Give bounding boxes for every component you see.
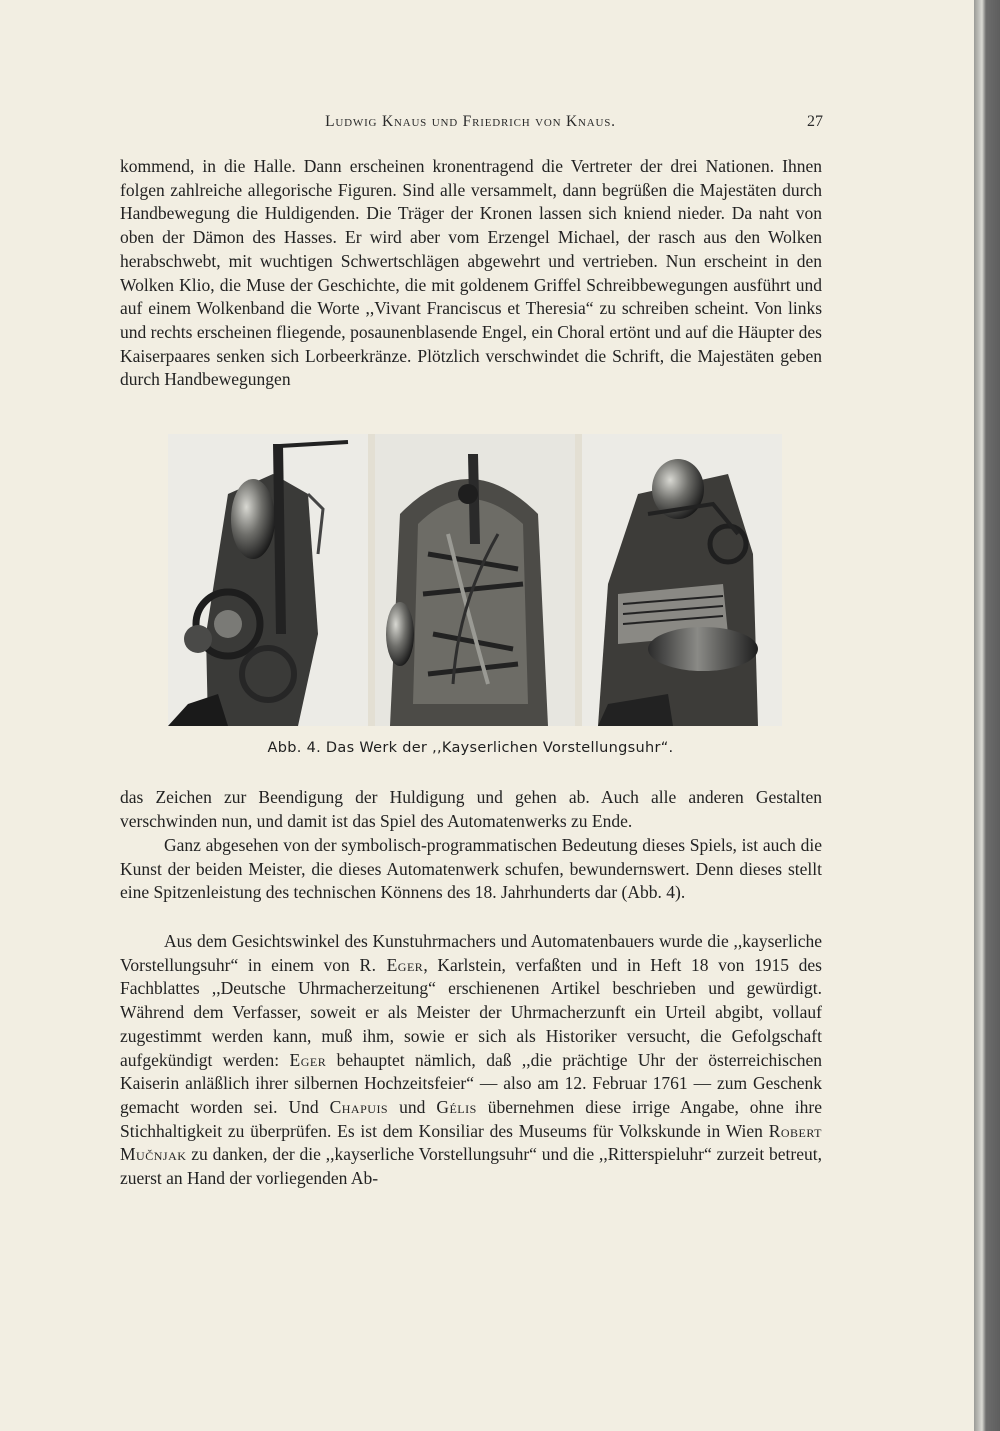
- paragraph-4-text-5: übernehmen diese irrige Angabe, ohne ihre Stichhaltigkeit zu überprüfen. Es ist dem Konsiliar des Museums für Volkskunde in Wien: [120, 1096, 823, 1141]
- paragraph-4-text-3: behauptet nämlich, daß ,,die prächtige Uhr der österreichischen Kaiserin anläßlich ihrer silbernen Hochzeitsfeier“ — also am 12. Februar 1761 — zum Geschenk gemacht worden sei. Und: [120, 1049, 822, 1117]
- paragraph-2: das Zeichen zur Beendigung der Huldigung und gehen ab. Auch alle anderen Gestalten verschwinden nun, und damit ist das Spiel des Automatenwerks zu Ende.: [120, 787, 822, 831]
- author-name-eger: R. Eger: [359, 954, 424, 975]
- page-edge: [974, 0, 1000, 1431]
- photo-center-mechanism: [375, 434, 575, 726]
- photo-right-mechanism: [582, 434, 782, 726]
- paragraph-4-text-6: zu danken, der die ,,kayserliche Vorstellungsuhr“ und die ,,Ritterspieluhr“ zurzeit betreut, zuerst an Hand der vorliegenden Ab-: [120, 1144, 822, 1189]
- author-name-eger-2: Eger: [289, 1049, 327, 1070]
- author-name-gelis: Gélis: [436, 1096, 477, 1117]
- paragraph-4-text-4: und: [388, 1096, 437, 1117]
- figure-clockwork-photos: [168, 434, 782, 726]
- paragraph-3: Ganz abgesehen von der symbolisch-programmatischen Bedeutung dieses Spiels, ist auch die Kunst der beiden Meister, die dieses Automatenwerk schufen, bewundernswert. Denn dieses stellt eine Spitzenleistung des technischen Könnens des 18. Jahrhunderts dar (Abb. 4).: [120, 835, 822, 903]
- paragraph-4: [120, 930, 822, 1191]
- paragraph-4-text-2: , Karlstein, verfaßten und in Heft 18 von 1915 des Fachblattes ,,Deutsche Uhrmacherzeitung“ erschienenen Artikel beschrieben und gewürdigt. Während dem Verfasser, soweit er als Meister der Uhrmacherzunft ein Urteil abgibt, vollauf zugestimmt werden kann, muß ihm, sowie er sich als Historiker versucht, die Gefolgschaft aufgekündigt werden:: [120, 954, 822, 1070]
- author-name-chapuis: Chapuis: [329, 1096, 389, 1117]
- photo-left-mechanism: [168, 434, 368, 726]
- figure-caption: Abb. 4. Das Werk der ,,Kayserlichen Vorstellungsuhr“.: [267, 740, 674, 756]
- paragraph-1: kommend, in die Halle. Dann erscheinen kronentragend die Vertreter der drei Nationen. Ihnen folgen zahlreiche allegorische Figuren. Sind alle versammelt, dann begrüßen die Majestäten durch Handbewegung die Huldigenden. Die Träger der Kronen lassen sich kniend nieder. Da naht von oben der Dämon des Hasses. Er wird aber vom Erzengel Michael, der rasch aus den Wolken herabschwebt, mit wuchtigen Schwertschlägen abgewehrt und vertrieben. Nun erscheint in den Wolken Klio, die Muse der Geschichte, die mit goldenem Griffel Schreibbewegungen ausführt und auf einem Wolkenband die Worte ,,Vivant Franciscus et Theresia“ zu schreiben scheint. Von links und rechts erscheinen fliegende, posaunenblasende Engel, ein Choral ertönt und auf die Häupter des Kaiserpaares senken sich Lorbeerkränze. Plötzlich verschwindet die Schrift, die Majestäten geben durch Handbewegungen: [120, 156, 822, 390]
- page-number: 27: [807, 113, 823, 130]
- paragraph-4-text-1: Aus dem Gesichtswinkel des Kunstuhrmachers und Automatenbauers wurde die ,,kayserliche Vorstellungsuhr“ in einem von: [120, 931, 822, 975]
- running-header: [118, 113, 823, 137]
- person-name-mucnjak: Robert Mučnjak: [120, 1120, 822, 1165]
- running-title: Ludwig Knaus und Friedrich von Knaus.: [325, 113, 616, 130]
- clockwork-photographs: [168, 434, 782, 726]
